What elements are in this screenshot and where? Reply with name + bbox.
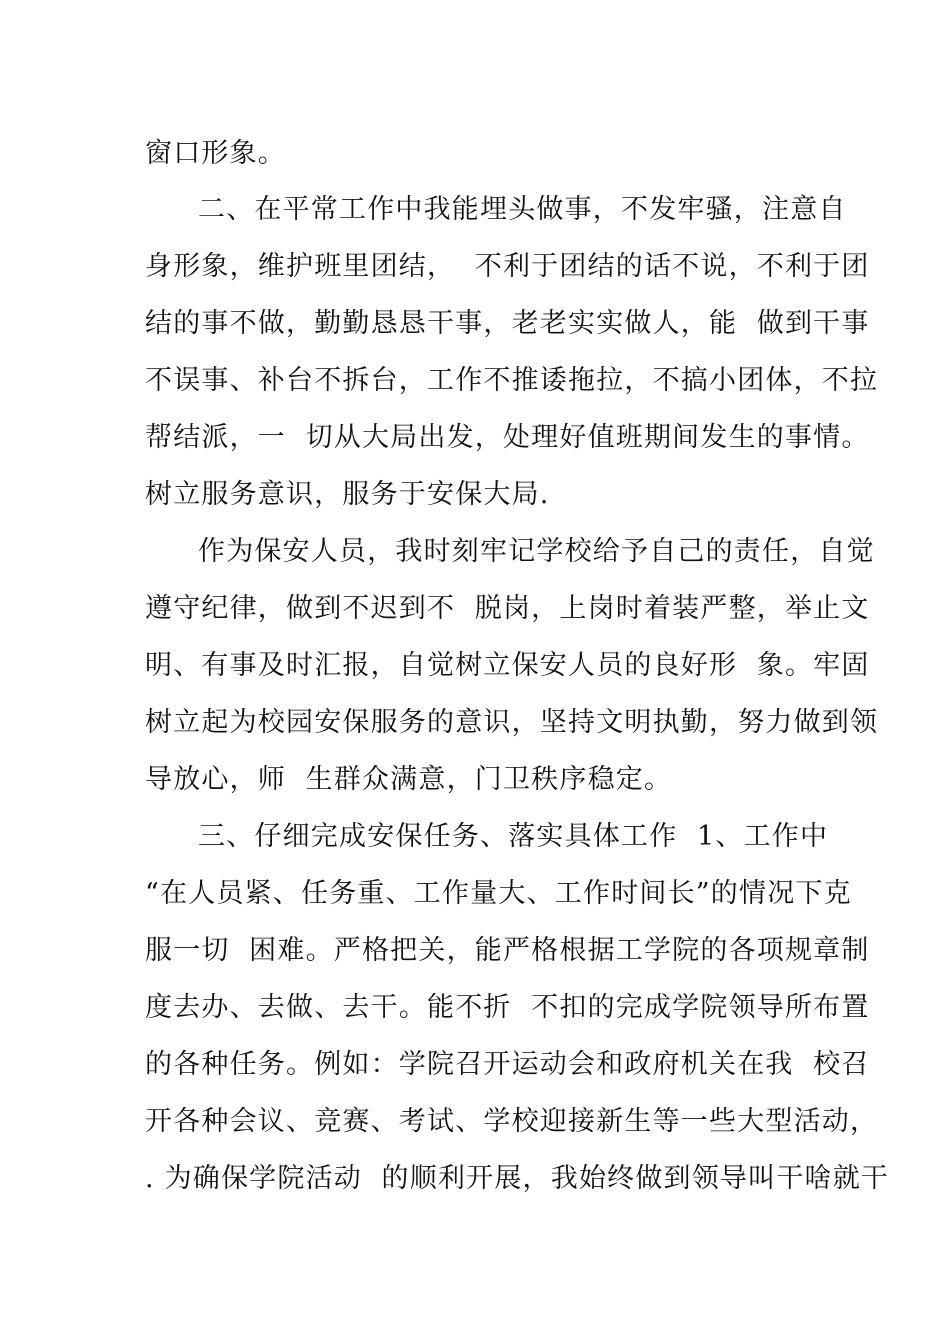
text-line-5: 不误事、补台不拆台，工作不推诿拖拉，不搞小团体，不拉 — [145, 365, 879, 396]
text-line-1: 窗口形象。 — [145, 138, 286, 169]
text-line-11: 树立起为校园安保服务的意识，坚持文明执勤，努力做到领 — [145, 707, 879, 738]
text-line-17: 的各种任务。例如：学院召开运动会和政府机关在我 校召 — [145, 1049, 870, 1080]
text-line-3: 身形象，维护班里团结， 不利于团结的话不说，不利于团 — [145, 251, 870, 282]
text-line-9: 遵守纪律，做到不迟到不 脱岗，上岗时着装严整，举止文 — [145, 593, 870, 624]
text-line-13: 三、仔细完成安保任务、落实具体工作 1、工作中 — [198, 821, 829, 852]
text-line-8: 作为保安人员，我时刻牢记学校给予自己的责任，自觉 — [198, 536, 875, 567]
text-line-18: 开各种会议、竞赛、考试、学校迎接新生等一些大型活动， — [145, 1106, 879, 1137]
text-line-7: 树立服务意识，服务于安保大局. — [145, 479, 550, 510]
text-line-12: 导放心，师 生群众满意，门卫秩序稳定。 — [145, 764, 673, 795]
text-line-4: 结的事不做，勤勤恳恳干事，老老实实做人，能 做到干事 — [145, 308, 870, 339]
text-line-19: . 为确保学院活动 的顺利开展，我始终做到领导叫干啥就干 — [145, 1163, 890, 1194]
text-line-2: 二、在平常工作中我能埋头做事，不发牢骚，注意自 — [198, 194, 847, 225]
text-line-6: 帮结派，一 切从大局出发，处理好值班期间发生的事情。 — [145, 422, 870, 453]
text-line-15: 服一切 困难。严格把关，能严格根据工学院的各项规章制 — [145, 935, 870, 966]
text-line-14: “在人员紧、任务重、工作量大、工作时间长”的情况下克 — [145, 878, 852, 909]
text-line-10: 明、有事及时汇报，自觉树立保安人员的良好形 象。牢固 — [145, 650, 870, 681]
text-line-16: 度去办、去做、去干。能不折 不扣的完成学院领导所布置 — [145, 992, 870, 1023]
